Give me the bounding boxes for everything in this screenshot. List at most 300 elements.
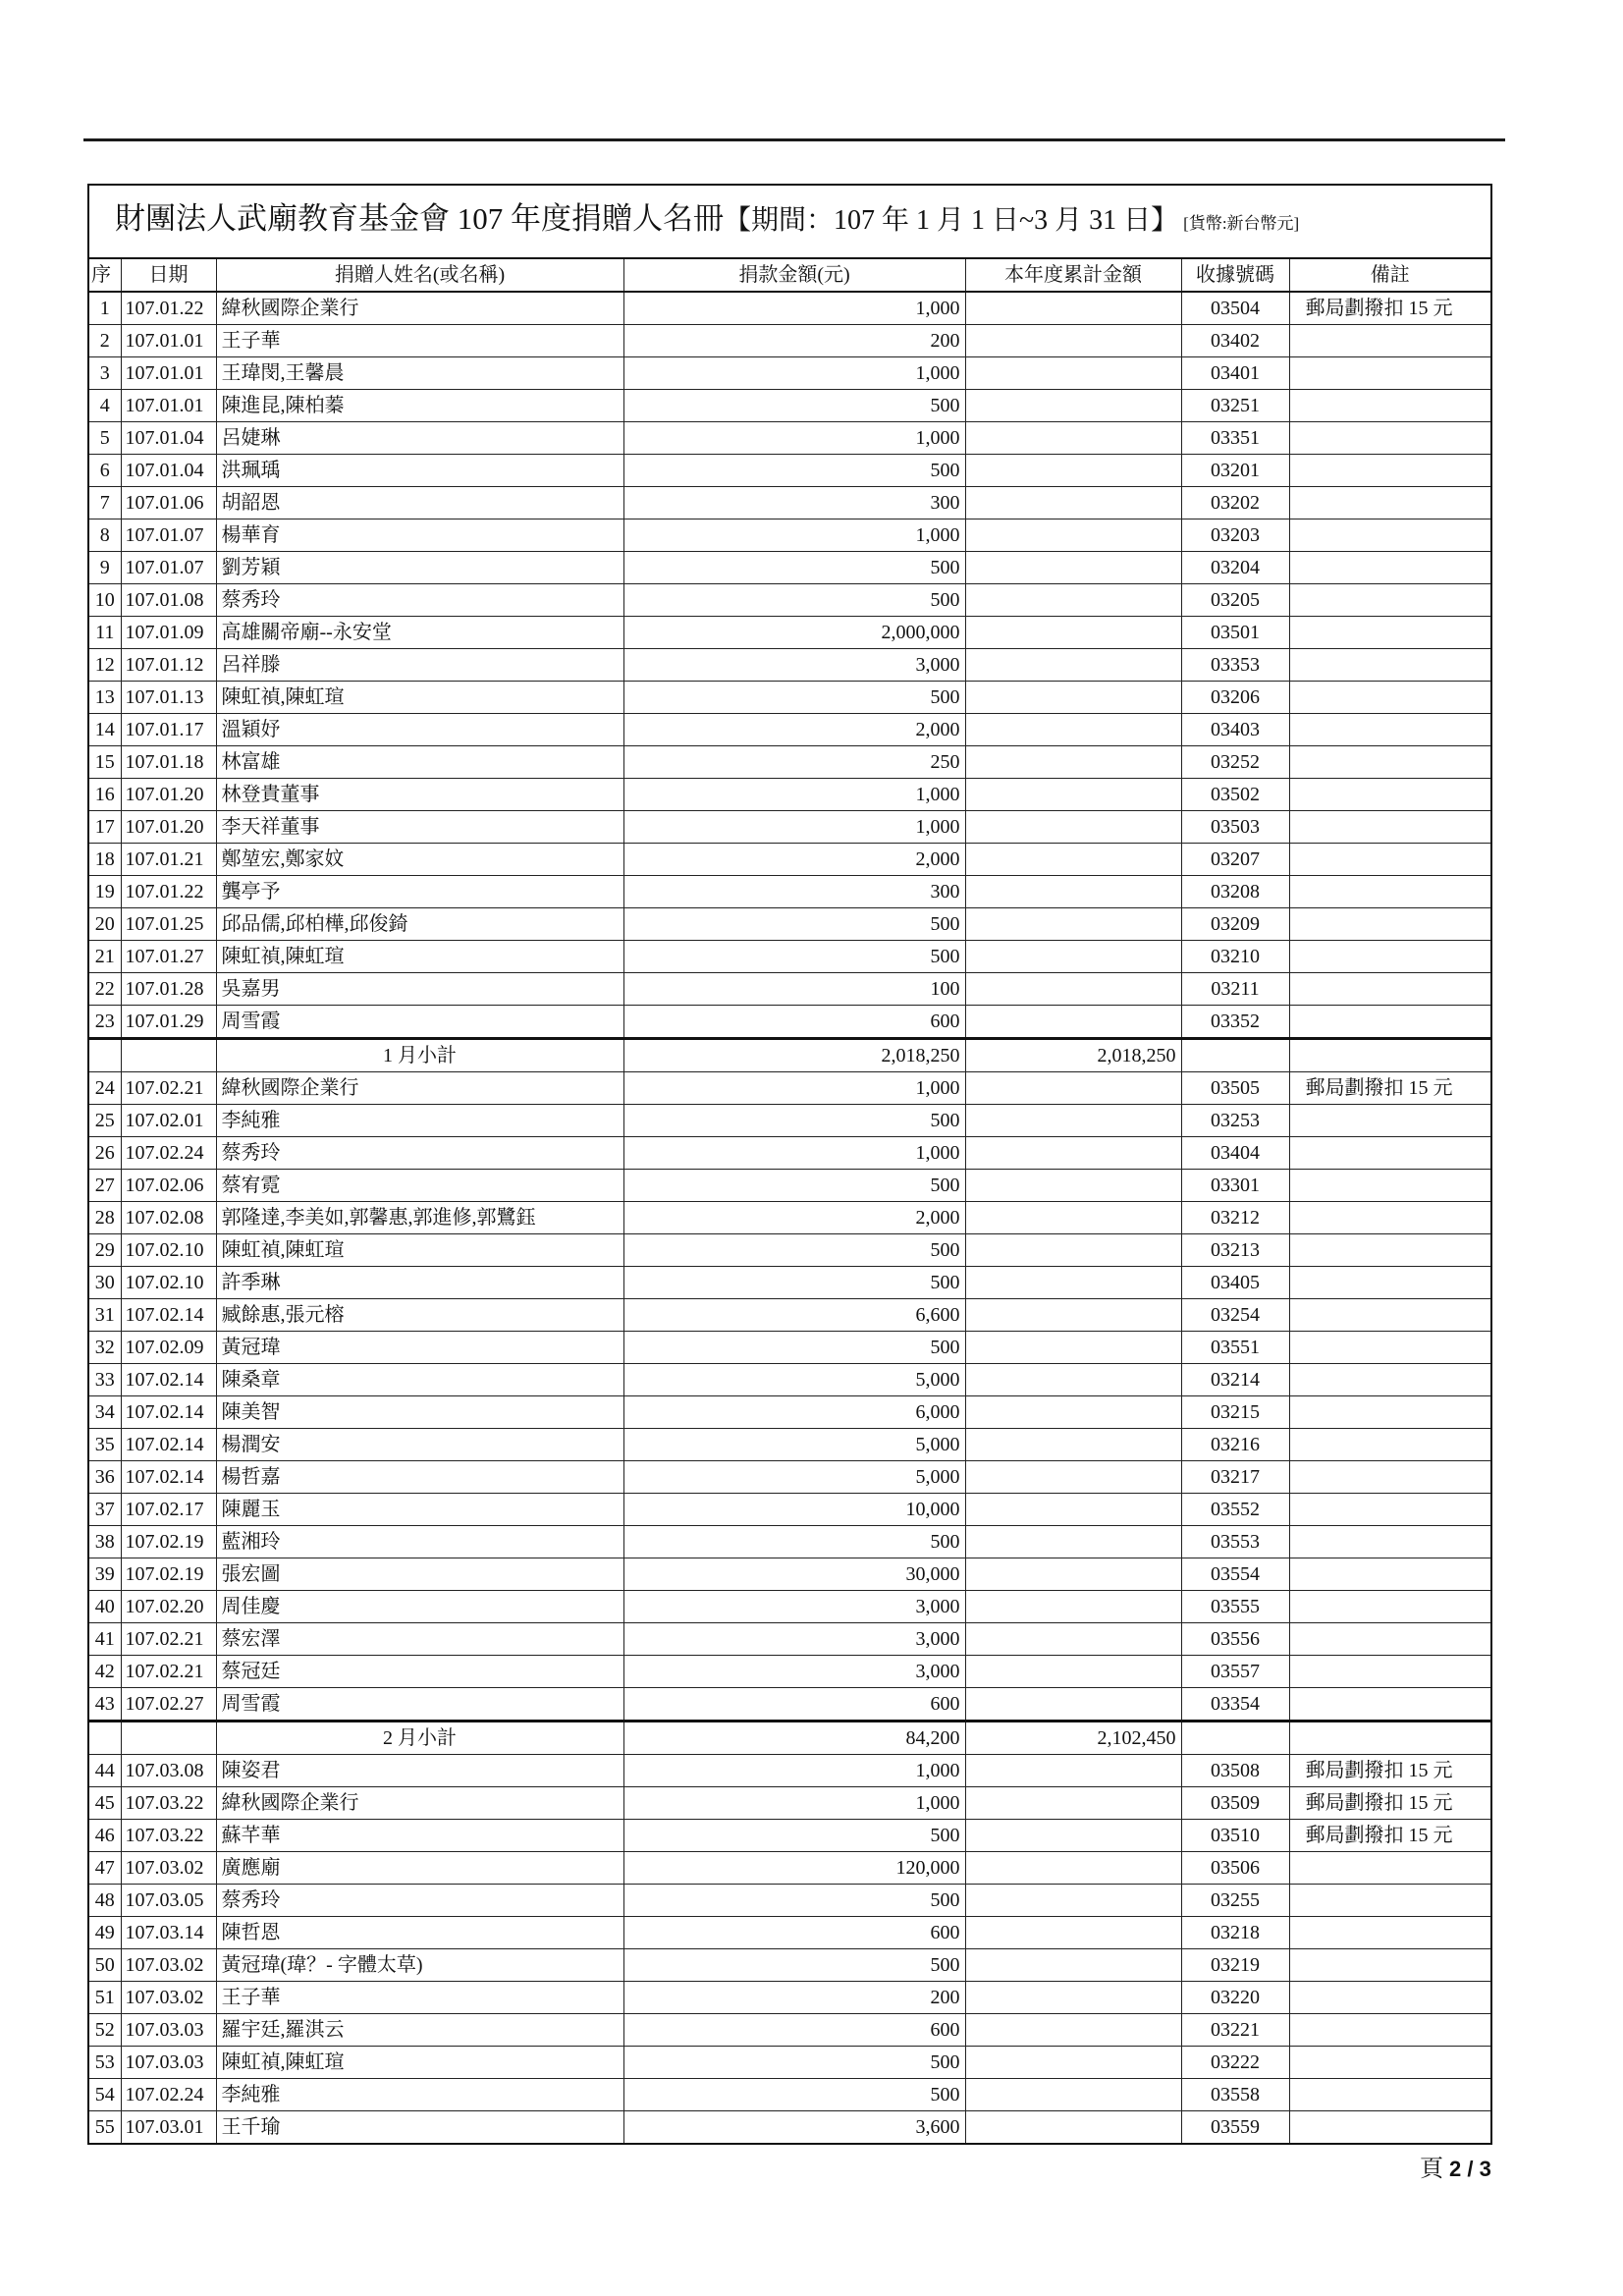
date-cell: 107.02.10 bbox=[121, 1267, 216, 1299]
receipt-number-cell: 03215 bbox=[1181, 1396, 1289, 1429]
donor-name-cell: 邱品儒,邱柏樺,邱俊錡 bbox=[216, 908, 623, 941]
table-row bbox=[88, 1623, 1491, 1656]
table-row bbox=[88, 1526, 1491, 1558]
seq-cell: 14 bbox=[88, 714, 121, 746]
date-cell: 107.02.10 bbox=[121, 1234, 216, 1267]
remarks-cell bbox=[1289, 1461, 1491, 1494]
donor-name-cell: 陳美智 bbox=[216, 1396, 623, 1429]
receipt-number-cell: 03207 bbox=[1181, 844, 1289, 876]
date-cell: 107.02.08 bbox=[121, 1202, 216, 1234]
cumulative-cell bbox=[965, 1170, 1181, 1202]
seq-cell: 47 bbox=[88, 1852, 121, 1885]
seq-cell: 7 bbox=[88, 487, 121, 519]
amount-cell: 30,000 bbox=[623, 1558, 965, 1591]
cumulative-cell bbox=[965, 1006, 1181, 1039]
receipt-number-cell: 03203 bbox=[1181, 519, 1289, 552]
cumulative-cell bbox=[965, 1332, 1181, 1364]
cumulative-cell bbox=[965, 844, 1181, 876]
donor-name-cell: 胡韶恩 bbox=[216, 487, 623, 519]
seq-cell: 55 bbox=[88, 2111, 121, 2145]
donor-name-cell: 蔡宥霓 bbox=[216, 1170, 623, 1202]
subtotal-label-cell: 2 月小計 bbox=[216, 1722, 623, 1755]
seq-cell: 9 bbox=[88, 552, 121, 584]
date-cell: 107.01.17 bbox=[121, 714, 216, 746]
remarks-cell bbox=[1289, 908, 1491, 941]
remarks-cell bbox=[1289, 2111, 1491, 2145]
remarks-cell bbox=[1289, 455, 1491, 487]
cumulative-cell bbox=[965, 1917, 1181, 1949]
cumulative-cell bbox=[965, 2047, 1181, 2079]
header-remarks: 備註 bbox=[1289, 258, 1491, 292]
amount-cell: 2,000 bbox=[623, 714, 965, 746]
table-row bbox=[88, 1461, 1491, 1494]
receipt-number-cell: 03552 bbox=[1181, 1494, 1289, 1526]
cumulative-cell bbox=[965, 1949, 1181, 1982]
receipt-number-cell: 03502 bbox=[1181, 779, 1289, 811]
remarks-cell bbox=[1289, 1885, 1491, 1917]
table-row bbox=[88, 552, 1491, 584]
amount-cell: 3,600 bbox=[623, 2111, 965, 2145]
cumulative-cell bbox=[965, 876, 1181, 908]
date-cell: 107.02.20 bbox=[121, 1591, 216, 1623]
donor-name-cell: 蔡冠廷 bbox=[216, 1656, 623, 1688]
remarks-cell bbox=[1289, 1656, 1491, 1688]
receipt-number-cell: 03510 bbox=[1181, 1820, 1289, 1852]
date-cell: 107.01.22 bbox=[121, 876, 216, 908]
cumulative-cell bbox=[965, 1234, 1181, 1267]
remarks-cell: 郵局劃撥扣 15 元 bbox=[1289, 1755, 1491, 1787]
donor-name-cell: 周佳慶 bbox=[216, 1591, 623, 1623]
cumulative-cell bbox=[965, 617, 1181, 649]
table-row bbox=[88, 908, 1491, 941]
cumulative-cell bbox=[965, 1072, 1181, 1105]
date-cell: 107.02.01 bbox=[121, 1105, 216, 1137]
cumulative-cell bbox=[965, 1202, 1181, 1234]
page-number bbox=[1420, 2149, 1491, 2183]
donor-name-cell: 陳桑章 bbox=[216, 1364, 623, 1396]
cumulative-cell bbox=[965, 1396, 1181, 1429]
receipt-number-cell: 03221 bbox=[1181, 2014, 1289, 2047]
cumulative-cell bbox=[965, 1591, 1181, 1623]
amount-cell: 300 bbox=[623, 487, 965, 519]
amount-cell: 100 bbox=[623, 973, 965, 1006]
remarks-cell: 郵局劃撥扣 15 元 bbox=[1289, 1820, 1491, 1852]
seq-cell: 30 bbox=[88, 1267, 121, 1299]
table-row bbox=[88, 1982, 1491, 2014]
seq-cell: 50 bbox=[88, 1949, 121, 1982]
remarks-cell bbox=[1289, 649, 1491, 682]
seq-cell: 10 bbox=[88, 584, 121, 617]
remarks-cell bbox=[1289, 973, 1491, 1006]
cumulative-cell bbox=[965, 1755, 1181, 1787]
cumulative-cell bbox=[965, 2111, 1181, 2145]
receipt-number-cell: 03214 bbox=[1181, 1364, 1289, 1396]
table-row bbox=[88, 1137, 1491, 1170]
table-row bbox=[88, 1591, 1491, 1623]
date-cell: 107.02.21 bbox=[121, 1656, 216, 1688]
cumulative-cell bbox=[965, 2079, 1181, 2111]
remarks-cell bbox=[1289, 519, 1491, 552]
table-row bbox=[88, 422, 1491, 455]
table-row bbox=[88, 1494, 1491, 1526]
receipt-number-cell bbox=[1181, 1039, 1289, 1072]
donor-name-cell: 陳虹禎,陳虹瑄 bbox=[216, 941, 623, 973]
table-row bbox=[88, 1885, 1491, 1917]
seq-cell: 32 bbox=[88, 1332, 121, 1364]
remarks-cell: 郵局劃撥扣 15 元 bbox=[1289, 1072, 1491, 1105]
donor-name-cell: 黃冠瑋 bbox=[216, 1332, 623, 1364]
cumulative-cell bbox=[965, 1429, 1181, 1461]
donor-name-cell: 楊華育 bbox=[216, 519, 623, 552]
donor-name-cell: 鄭堃宏,鄭家妏 bbox=[216, 844, 623, 876]
receipt-number-cell: 03222 bbox=[1181, 2047, 1289, 2079]
cumulative-cell bbox=[965, 1364, 1181, 1396]
receipt-number-cell: 03202 bbox=[1181, 487, 1289, 519]
cumulative-cell bbox=[965, 325, 1181, 357]
amount-cell: 600 bbox=[623, 1688, 965, 1722]
date-cell: 107.01.09 bbox=[121, 617, 216, 649]
seq-cell: 15 bbox=[88, 746, 121, 779]
register-title: 財團法人武廟教育基金會 107 年度捐贈人名冊 bbox=[115, 201, 724, 236]
date-cell: 107.02.17 bbox=[121, 1494, 216, 1526]
seq-cell: 25 bbox=[88, 1105, 121, 1137]
remarks-cell bbox=[1289, 1429, 1491, 1461]
table-row bbox=[88, 2111, 1491, 2145]
seq-cell: 2 bbox=[88, 325, 121, 357]
date-cell: 107.02.27 bbox=[121, 1688, 216, 1722]
receipt-number-cell: 03301 bbox=[1181, 1170, 1289, 1202]
remarks-cell bbox=[1289, 584, 1491, 617]
header-receipt-no: 收據號碼 bbox=[1181, 258, 1289, 292]
amount-cell: 1,000 bbox=[623, 292, 965, 325]
register-period: 【期間：107 年 1 月 1 日~3 月 31 日】 bbox=[724, 205, 1179, 236]
seq-cell: 23 bbox=[88, 1006, 121, 1039]
receipt-number-cell: 03404 bbox=[1181, 1137, 1289, 1170]
seq-cell: 13 bbox=[88, 682, 121, 714]
donor-name-cell: 呂婕琳 bbox=[216, 422, 623, 455]
seq-cell: 53 bbox=[88, 2047, 121, 2079]
amount-cell: 2,000 bbox=[623, 844, 965, 876]
seq-cell: 46 bbox=[88, 1820, 121, 1852]
amount-cell: 500 bbox=[623, 908, 965, 941]
date-cell: 107.02.09 bbox=[121, 1332, 216, 1364]
amount-cell: 500 bbox=[623, 1234, 965, 1267]
donor-name-cell: 陳虹禎,陳虹瑄 bbox=[216, 2047, 623, 2079]
amount-cell: 120,000 bbox=[623, 1852, 965, 1885]
remarks-cell bbox=[1289, 390, 1491, 422]
date-cell: 107.02.24 bbox=[121, 1137, 216, 1170]
date-cell: 107.02.14 bbox=[121, 1299, 216, 1332]
date-cell: 107.01.01 bbox=[121, 390, 216, 422]
seq-cell: 38 bbox=[88, 1526, 121, 1558]
amount-cell: 500 bbox=[623, 1105, 965, 1137]
remarks-cell bbox=[1289, 1494, 1491, 1526]
table-row bbox=[88, 779, 1491, 811]
remarks-cell bbox=[1289, 1558, 1491, 1591]
table-row bbox=[88, 649, 1491, 682]
table-row bbox=[88, 2079, 1491, 2111]
header-seq: 序 bbox=[88, 258, 121, 292]
remarks-cell bbox=[1289, 422, 1491, 455]
donor-name-cell: 蘇芊華 bbox=[216, 1820, 623, 1852]
receipt-number-cell: 03551 bbox=[1181, 1332, 1289, 1364]
table-row bbox=[88, 1072, 1491, 1105]
seq-cell: 43 bbox=[88, 1688, 121, 1722]
donor-name-cell: 張宏圖 bbox=[216, 1558, 623, 1591]
seq-cell: 1 bbox=[88, 292, 121, 325]
seq-cell: 48 bbox=[88, 1885, 121, 1917]
seq-cell: 11 bbox=[88, 617, 121, 649]
receipt-number-cell bbox=[1181, 1722, 1289, 1755]
date-cell: 107.01.20 bbox=[121, 779, 216, 811]
seq-cell bbox=[88, 1039, 121, 1072]
cumulative-cell bbox=[965, 1137, 1181, 1170]
cumulative-cell bbox=[965, 1299, 1181, 1332]
amount-cell: 5,000 bbox=[623, 1461, 965, 1494]
cumulative-cell bbox=[965, 487, 1181, 519]
receipt-number-cell: 03353 bbox=[1181, 649, 1289, 682]
seq-cell: 39 bbox=[88, 1558, 121, 1591]
cumulative-cell bbox=[965, 973, 1181, 1006]
table-row bbox=[88, 1396, 1491, 1429]
receipt-number-cell: 03210 bbox=[1181, 941, 1289, 973]
date-cell: 107.02.14 bbox=[121, 1396, 216, 1429]
table-row bbox=[88, 682, 1491, 714]
table-row bbox=[88, 973, 1491, 1006]
table-row bbox=[88, 1852, 1491, 1885]
cumulative-cell: 2,102,450 bbox=[965, 1722, 1181, 1755]
donor-name-cell: 蔡秀玲 bbox=[216, 1137, 623, 1170]
header-amount: 捐款金額(元) bbox=[623, 258, 965, 292]
donor-name-cell: 陳虹禎,陳虹瑄 bbox=[216, 1234, 623, 1267]
receipt-number-cell: 03352 bbox=[1181, 1006, 1289, 1039]
date-cell: 107.02.06 bbox=[121, 1170, 216, 1202]
table-row bbox=[88, 2047, 1491, 2079]
amount-cell: 500 bbox=[623, 682, 965, 714]
donor-name-cell: 李純雅 bbox=[216, 1105, 623, 1137]
cumulative-cell bbox=[965, 584, 1181, 617]
cumulative-cell bbox=[965, 1526, 1181, 1558]
cumulative-cell bbox=[965, 1982, 1181, 2014]
cumulative-cell bbox=[965, 519, 1181, 552]
date-cell: 107.02.21 bbox=[121, 1623, 216, 1656]
donor-name-cell: 緯秋國際企業行 bbox=[216, 1072, 623, 1105]
table-body bbox=[88, 292, 1491, 2144]
header-cumulative: 本年度累計金額 bbox=[965, 258, 1181, 292]
date-cell: 107.01.22 bbox=[121, 292, 216, 325]
remarks-cell bbox=[1289, 876, 1491, 908]
date-cell bbox=[121, 1039, 216, 1072]
receipt-number-cell: 03251 bbox=[1181, 390, 1289, 422]
amount-cell: 500 bbox=[623, 2047, 965, 2079]
receipt-number-cell: 03213 bbox=[1181, 1234, 1289, 1267]
seq-cell: 41 bbox=[88, 1623, 121, 1656]
receipt-number-cell: 03209 bbox=[1181, 908, 1289, 941]
donor-name-cell: 楊哲嘉 bbox=[216, 1461, 623, 1494]
table-row bbox=[88, 390, 1491, 422]
date-cell: 107.03.08 bbox=[121, 1755, 216, 1787]
seq-cell: 52 bbox=[88, 2014, 121, 2047]
seq-cell: 18 bbox=[88, 844, 121, 876]
amount-cell: 1,000 bbox=[623, 1787, 965, 1820]
donor-name-cell: 陳進昆,陳柏蓁 bbox=[216, 390, 623, 422]
remarks-cell bbox=[1289, 1137, 1491, 1170]
seq-cell: 36 bbox=[88, 1461, 121, 1494]
amount-cell: 500 bbox=[623, 455, 965, 487]
remarks-cell bbox=[1289, 325, 1491, 357]
amount-cell: 3,000 bbox=[623, 1623, 965, 1656]
seq-cell: 16 bbox=[88, 779, 121, 811]
receipt-number-cell: 03212 bbox=[1181, 1202, 1289, 1234]
seq-cell: 19 bbox=[88, 876, 121, 908]
seq-cell: 49 bbox=[88, 1917, 121, 1949]
donor-register-table bbox=[87, 184, 1492, 2145]
amount-cell: 2,000,000 bbox=[623, 617, 965, 649]
date-cell: 107.03.02 bbox=[121, 1982, 216, 2014]
seq-cell: 44 bbox=[88, 1755, 121, 1787]
table-row bbox=[88, 1299, 1491, 1332]
seq-cell: 34 bbox=[88, 1396, 121, 1429]
table-row bbox=[88, 1949, 1491, 1982]
amount-cell: 600 bbox=[623, 1006, 965, 1039]
date-cell: 107.01.01 bbox=[121, 325, 216, 357]
date-cell: 107.03.01 bbox=[121, 2111, 216, 2145]
remarks-cell bbox=[1289, 1267, 1491, 1299]
table-row bbox=[88, 325, 1491, 357]
date-cell bbox=[121, 1722, 216, 1755]
table-row bbox=[88, 584, 1491, 617]
amount-cell: 1,000 bbox=[623, 1072, 965, 1105]
donor-name-cell: 周雪霞 bbox=[216, 1006, 623, 1039]
amount-cell: 500 bbox=[623, 1332, 965, 1364]
cumulative-cell bbox=[965, 811, 1181, 844]
receipt-number-cell: 03211 bbox=[1181, 973, 1289, 1006]
donor-name-cell: 蔡秀玲 bbox=[216, 1885, 623, 1917]
table-row bbox=[88, 1755, 1491, 1787]
receipt-number-cell: 03557 bbox=[1181, 1656, 1289, 1688]
amount-cell: 3,000 bbox=[623, 1591, 965, 1623]
amount-cell: 5,000 bbox=[623, 1364, 965, 1396]
seq-cell: 42 bbox=[88, 1656, 121, 1688]
cumulative-cell bbox=[965, 682, 1181, 714]
donor-name-cell: 王子華 bbox=[216, 325, 623, 357]
amount-cell: 2,018,250 bbox=[623, 1039, 965, 1072]
donor-name-cell: 李純雅 bbox=[216, 2079, 623, 2111]
date-cell: 107.01.01 bbox=[121, 357, 216, 390]
amount-cell: 500 bbox=[623, 1170, 965, 1202]
table-row bbox=[88, 1917, 1491, 1949]
cumulative-cell bbox=[965, 552, 1181, 584]
table-row bbox=[88, 1105, 1491, 1137]
donor-name-cell: 林登貴董事 bbox=[216, 779, 623, 811]
amount-cell: 1,000 bbox=[623, 357, 965, 390]
receipt-number-cell: 03506 bbox=[1181, 1852, 1289, 1885]
amount-cell: 500 bbox=[623, 1949, 965, 1982]
date-cell: 107.01.25 bbox=[121, 908, 216, 941]
receipt-number-cell: 03553 bbox=[1181, 1526, 1289, 1558]
table-row bbox=[88, 2014, 1491, 2047]
cumulative-cell bbox=[965, 1105, 1181, 1137]
cumulative-cell bbox=[965, 941, 1181, 973]
date-cell: 107.01.07 bbox=[121, 519, 216, 552]
receipt-number-cell: 03555 bbox=[1181, 1591, 1289, 1623]
amount-cell: 500 bbox=[623, 941, 965, 973]
donor-name-cell: 劉芳穎 bbox=[216, 552, 623, 584]
remarks-cell bbox=[1289, 2014, 1491, 2047]
seq-cell: 22 bbox=[88, 973, 121, 1006]
remarks-cell bbox=[1289, 1364, 1491, 1396]
donor-name-cell: 藍湘玲 bbox=[216, 1526, 623, 1558]
remarks-cell: 郵局劃撥扣 15 元 bbox=[1289, 292, 1491, 325]
table-row bbox=[88, 844, 1491, 876]
amount-cell: 500 bbox=[623, 390, 965, 422]
donor-name-cell: 蔡秀玲 bbox=[216, 584, 623, 617]
receipt-number-cell: 03403 bbox=[1181, 714, 1289, 746]
remarks-cell bbox=[1289, 357, 1491, 390]
seq-cell: 12 bbox=[88, 649, 121, 682]
cumulative-cell bbox=[965, 422, 1181, 455]
remarks-cell bbox=[1289, 941, 1491, 973]
remarks-cell bbox=[1289, 1852, 1491, 1885]
table-row bbox=[88, 1558, 1491, 1591]
seq-cell: 27 bbox=[88, 1170, 121, 1202]
table-row bbox=[88, 876, 1491, 908]
cumulative-cell bbox=[965, 649, 1181, 682]
receipt-number-cell: 03220 bbox=[1181, 1982, 1289, 2014]
remarks-cell bbox=[1289, 1917, 1491, 1949]
date-cell: 107.01.18 bbox=[121, 746, 216, 779]
table-row bbox=[88, 292, 1491, 325]
title-row bbox=[88, 185, 1491, 258]
table-row bbox=[88, 941, 1491, 973]
seq-cell: 51 bbox=[88, 1982, 121, 2014]
seq-cell: 17 bbox=[88, 811, 121, 844]
remarks-cell bbox=[1289, 1688, 1491, 1722]
table-row bbox=[88, 1267, 1491, 1299]
table-row bbox=[88, 455, 1491, 487]
remarks-cell bbox=[1289, 1526, 1491, 1558]
date-cell: 107.01.12 bbox=[121, 649, 216, 682]
date-cell: 107.01.21 bbox=[121, 844, 216, 876]
table-row bbox=[88, 487, 1491, 519]
remarks-cell bbox=[1289, 714, 1491, 746]
amount-cell: 1,000 bbox=[623, 779, 965, 811]
date-cell: 107.01.06 bbox=[121, 487, 216, 519]
seq-cell: 8 bbox=[88, 519, 121, 552]
seq-cell: 28 bbox=[88, 1202, 121, 1234]
receipt-number-cell: 03206 bbox=[1181, 682, 1289, 714]
date-cell: 107.01.04 bbox=[121, 422, 216, 455]
remarks-cell bbox=[1289, 1105, 1491, 1137]
date-cell: 107.01.28 bbox=[121, 973, 216, 1006]
receipt-number-cell: 03558 bbox=[1181, 2079, 1289, 2111]
donor-name-cell: 溫穎妤 bbox=[216, 714, 623, 746]
receipt-number-cell: 03503 bbox=[1181, 811, 1289, 844]
donor-name-cell: 王千瑜 bbox=[216, 2111, 623, 2145]
donor-name-cell: 吳嘉男 bbox=[216, 973, 623, 1006]
remarks-cell bbox=[1289, 1591, 1491, 1623]
amount-cell: 600 bbox=[623, 1917, 965, 1949]
top-divider-line bbox=[83, 138, 1505, 141]
remarks-cell bbox=[1289, 487, 1491, 519]
table-row bbox=[88, 1364, 1491, 1396]
donor-name-cell: 緯秋國際企業行 bbox=[216, 1787, 623, 1820]
amount-cell: 500 bbox=[623, 1885, 965, 1917]
amount-cell: 84,200 bbox=[623, 1722, 965, 1755]
date-cell: 107.03.22 bbox=[121, 1820, 216, 1852]
table-row bbox=[88, 1688, 1491, 1722]
seq-cell: 3 bbox=[88, 357, 121, 390]
